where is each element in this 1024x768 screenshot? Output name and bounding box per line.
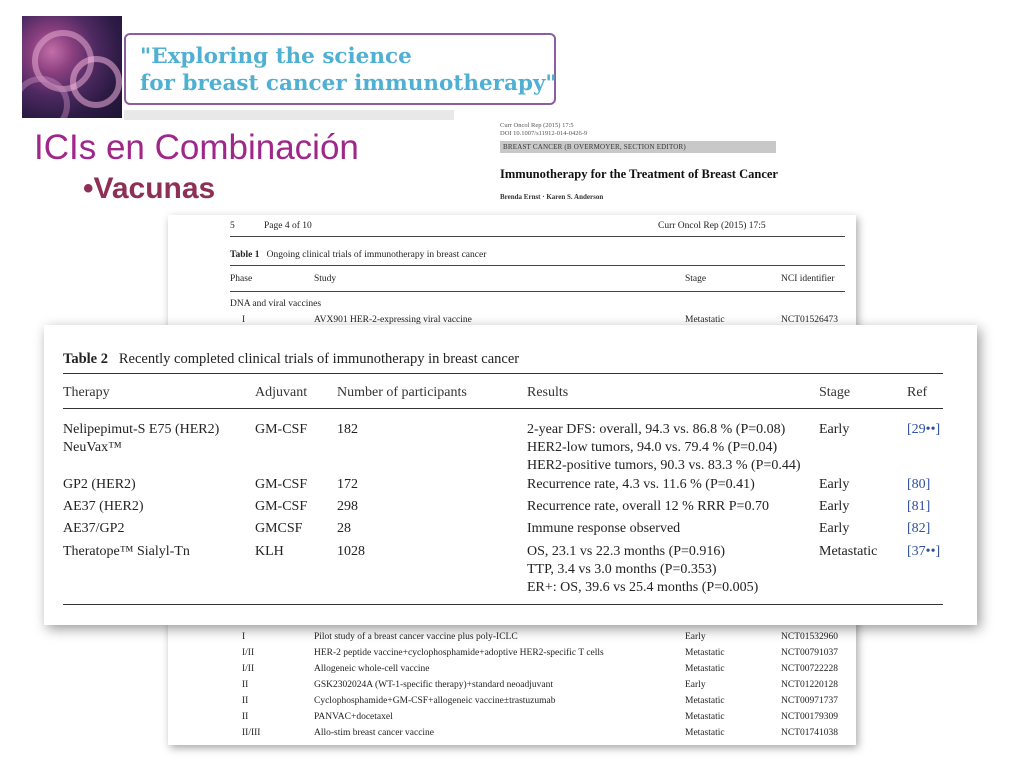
ref-link[interactable]: [80] [907,477,931,492]
banner-line-2: for breast cancer immunotherapy" [140,71,557,96]
stage-cell: Early [819,521,850,536]
table1-cell: NCT00179309 [781,712,838,722]
table1-cell: Early [685,632,706,642]
therapy-cell: Nelipepimut-S E75 (HER2) [63,422,220,437]
article-section: BREAST CANCER (B OVERMOYER, SECTION EDITOR) [500,141,776,153]
adjuvant-cell: GMCSF [255,521,303,536]
table2-card [44,325,977,625]
table1-cell: NCT01526473 [781,315,838,325]
results-cell: Recurrence rate, overall 12 % RRR P=0.70 [527,499,769,514]
participants-cell: 172 [337,477,358,492]
table1-cell: PANVAC+docetaxel [314,712,393,722]
results-cell: 2-year DFS: overall, 94.3 vs. 86.8 % (P=0.08) [527,422,786,437]
page-number: 5 [230,221,235,231]
ref-link[interactable]: [81] [907,499,931,514]
table1-header-study: Study [314,274,337,284]
table1-caption-label: Table 1 [230,250,260,260]
therapy-cell: AE37 (HER2) [63,499,144,514]
table1-cell: Early [685,680,706,690]
divider-strip [124,110,454,120]
participants-cell: 298 [337,499,358,514]
banner [124,33,556,105]
table2-caption-text: Recently completed clinical trials of immunotherapy in breast cancer [118,351,520,367]
table2-header-therapy: Therapy [63,385,110,400]
stage-cell: Early [819,422,850,437]
table2-header-stage: Stage [819,385,851,400]
table2-header-adjuvant: Adjuvant [255,385,308,400]
therapy-cell: AE37/GP2 [63,521,125,536]
results-cell: Recurrence rate, 4.3 vs. 11.6 % (P=0.41) [527,477,755,492]
participants-cell: 1028 [337,544,365,559]
table1-cell: NCT00791037 [781,648,838,658]
table1-cell: I [242,632,246,642]
table1-header-stage: Stage [685,274,707,284]
table1-cell: Allo-stim breast cancer vaccine [314,728,435,738]
table1-cell: NCT01220128 [781,680,838,690]
table1-cell: GSK2302024A (WT-1-specific therapy)+standard neoadjuvant [314,680,554,690]
table1-cell: I [242,315,246,325]
table1-cell: II [242,680,249,690]
table1-header-nci: NCI identifier [781,274,835,284]
slide-bullet: •Vacunas [83,172,216,205]
journal-ref: Curr Oncol Rep (2015) 17:5 [658,221,766,231]
table1-cell: Allogeneic whole-cell vaccine [314,664,430,674]
results-cell: HER2-low tumors, 94.0 vs. 79.4 % (P=0.04) [527,440,778,455]
table2-header-participants: Number of participants [337,385,467,400]
adjuvant-cell: GM-CSF [255,477,308,492]
table1-cell: NCT00971737 [781,696,838,706]
table2-caption [63,350,519,368]
stage-cell: Metastatic [819,544,878,559]
logo-image [22,16,122,118]
results-cell: ER+: OS, 39.6 vs 25.4 months (P=0.005) [527,580,759,595]
table1-cell: HER-2 peptide vaccine+cyclophosphamide+adoptive HER2-specific T cells [314,648,604,658]
article-header [500,122,820,222]
ref-link[interactable]: [37••] [907,544,941,559]
table1-cell: NCT01741038 [781,728,838,738]
table1-cell: II [242,712,249,722]
table1-cell: NCT00722228 [781,664,838,674]
table1-caption [230,250,486,260]
stage-cell: Early [819,477,850,492]
table1-cell: Metastatic [685,712,725,722]
page-label: Page 4 of 10 [264,221,312,231]
adjuvant-cell: GM-CSF [255,499,308,514]
therapy-cell: Theratope™ Sialyl-Tn [63,544,190,559]
table1-cell: Metastatic [685,728,725,738]
table1-caption-text: Ongoing clinical trials of immunotherapy in breast cancer [266,250,487,260]
table1-cell: Metastatic [685,696,725,706]
table1-header-phase: Phase [230,274,253,284]
table1-section-dna: DNA and viral vaccines [230,299,322,309]
table1-cell: Cyclophosphamide+GM-CSF+allogeneic vaccine±trastuzumab [314,696,556,706]
ref-link[interactable]: [29••] [907,422,941,437]
table1-cell: AVX901 HER-2-expressing viral vaccine [314,315,472,325]
therapy-cell: GP2 (HER2) [63,477,136,492]
results-cell: TTP, 3.4 vs 3.0 months (P=0.353) [527,562,717,577]
article-meta-2: DOI 10.1007/s11912-014-0426-9 [500,130,588,137]
table1-cell: I/II [242,648,255,658]
participants-cell: 182 [337,422,358,437]
article-authors: Brenda Ernst · Karen S. Anderson [500,193,604,201]
therapy-cell: NeuVax™ [63,440,122,455]
table2-header-ref: Ref [907,385,928,400]
results-cell: HER2-positive tumors, 90.3 vs. 83.3 % (P=0.44) [527,458,801,473]
results-cell: Immune response observed [527,521,681,536]
results-cell: OS, 23.1 vs 22.3 months (P=0.916) [527,544,726,559]
article-meta-1: Curr Oncol Rep (2015) 17:5 [500,122,574,129]
table2-caption-label: Table 2 [63,351,108,367]
stage-cell: Early [819,499,850,514]
banner-line-1: "Exploring the science [140,44,412,69]
table1-cell: Metastatic [685,664,725,674]
table1-cell: I/II [242,664,255,674]
table1-cell: II [242,696,249,706]
table1-cell: Metastatic [685,315,725,325]
table1-cell: Metastatic [685,648,725,658]
ref-link[interactable]: [82] [907,521,931,536]
participants-cell: 28 [337,521,351,536]
table1-cell: II/III [242,728,261,738]
table1-cell: NCT01532960 [781,632,838,642]
slide-title: ICIs en Combinación [34,128,359,167]
table2-header-results: Results [527,385,569,400]
article-title: Immunotherapy for the Treatment of Breast Cancer [500,167,778,181]
adjuvant-cell: KLH [255,544,284,559]
table1-cell: Pilot study of a breast cancer vaccine plus poly-ICLC [314,632,518,642]
adjuvant-cell: GM-CSF [255,422,308,437]
